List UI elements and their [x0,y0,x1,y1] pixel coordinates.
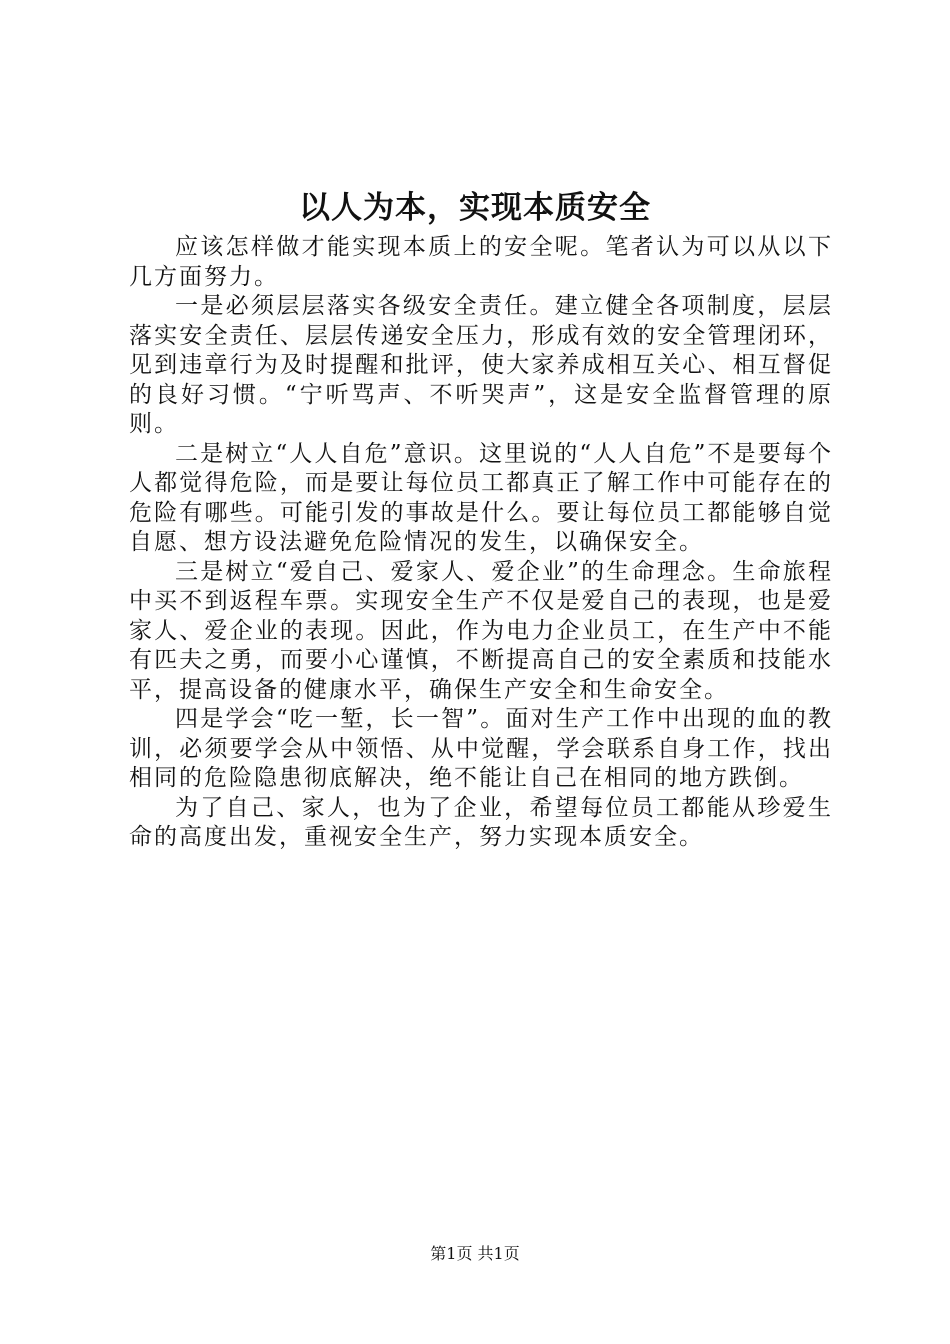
paragraph-point-two: 二是树立“人人自危”意识。这里说的“人人自危”不是要每个人都觉得危险，而是要让每位员工都真正了解工作中可能存在的危险有哪些。可能引发的事故是什么。要让每位员工都能够自觉自愿、想方设法避免危险情况的发生，以确保安全。 [129,440,833,555]
document-title: 以人为本，实现本质安全 [299,190,651,226]
paragraph-intro: 应该怎样做才能实现本质上的安全呢。笔者认为可以从以下几方面努力。 [129,234,833,290]
paragraph-point-three: 三是树立“爱自己、爱家人、爱企业”的生命理念。生命旅程中买不到返程车票。实现安全生产不仅是爱自己的表现，也是爱家人、爱企业的表现。因此，作为电力企业员工，在生产中不能有匹夫之勇，而要小心谨慎，不断提高自己的安全素质和技能水平，提高设备的健康水平，确保生产安全和生命安全。 [129,558,833,703]
page-footer: 第1页 共1页 [430,1244,520,1263]
document-body [129,233,833,853]
paragraph-point-one: 一是必须层层落实各级安全责任。建立健全各项制度，层层落实安全责任、层层传递安全压力，形成有效的安全管理闭环，见到违章行为及时提醒和批评，使大家养成相互关心、相互督促的良好习惯。“宁听骂声、不听哭声”，这是安全监督管理的原则。 [129,293,833,437]
paragraph-point-four: 四是学会“吃一堑，长一智”。面对生产工作中出现的血的教训，必须要学会从中领悟、从中觉醒，学会联系自身工作，找出相同的危险隐患彻底解决，绝不能让自己在相同的地方跌倒。 [129,706,833,791]
paragraph-conclusion: 为了自己、家人，也为了企业，希望每位员工都能从珍爱生命的高度出发，重视安全生产，努力实现本质安全。 [129,794,833,850]
